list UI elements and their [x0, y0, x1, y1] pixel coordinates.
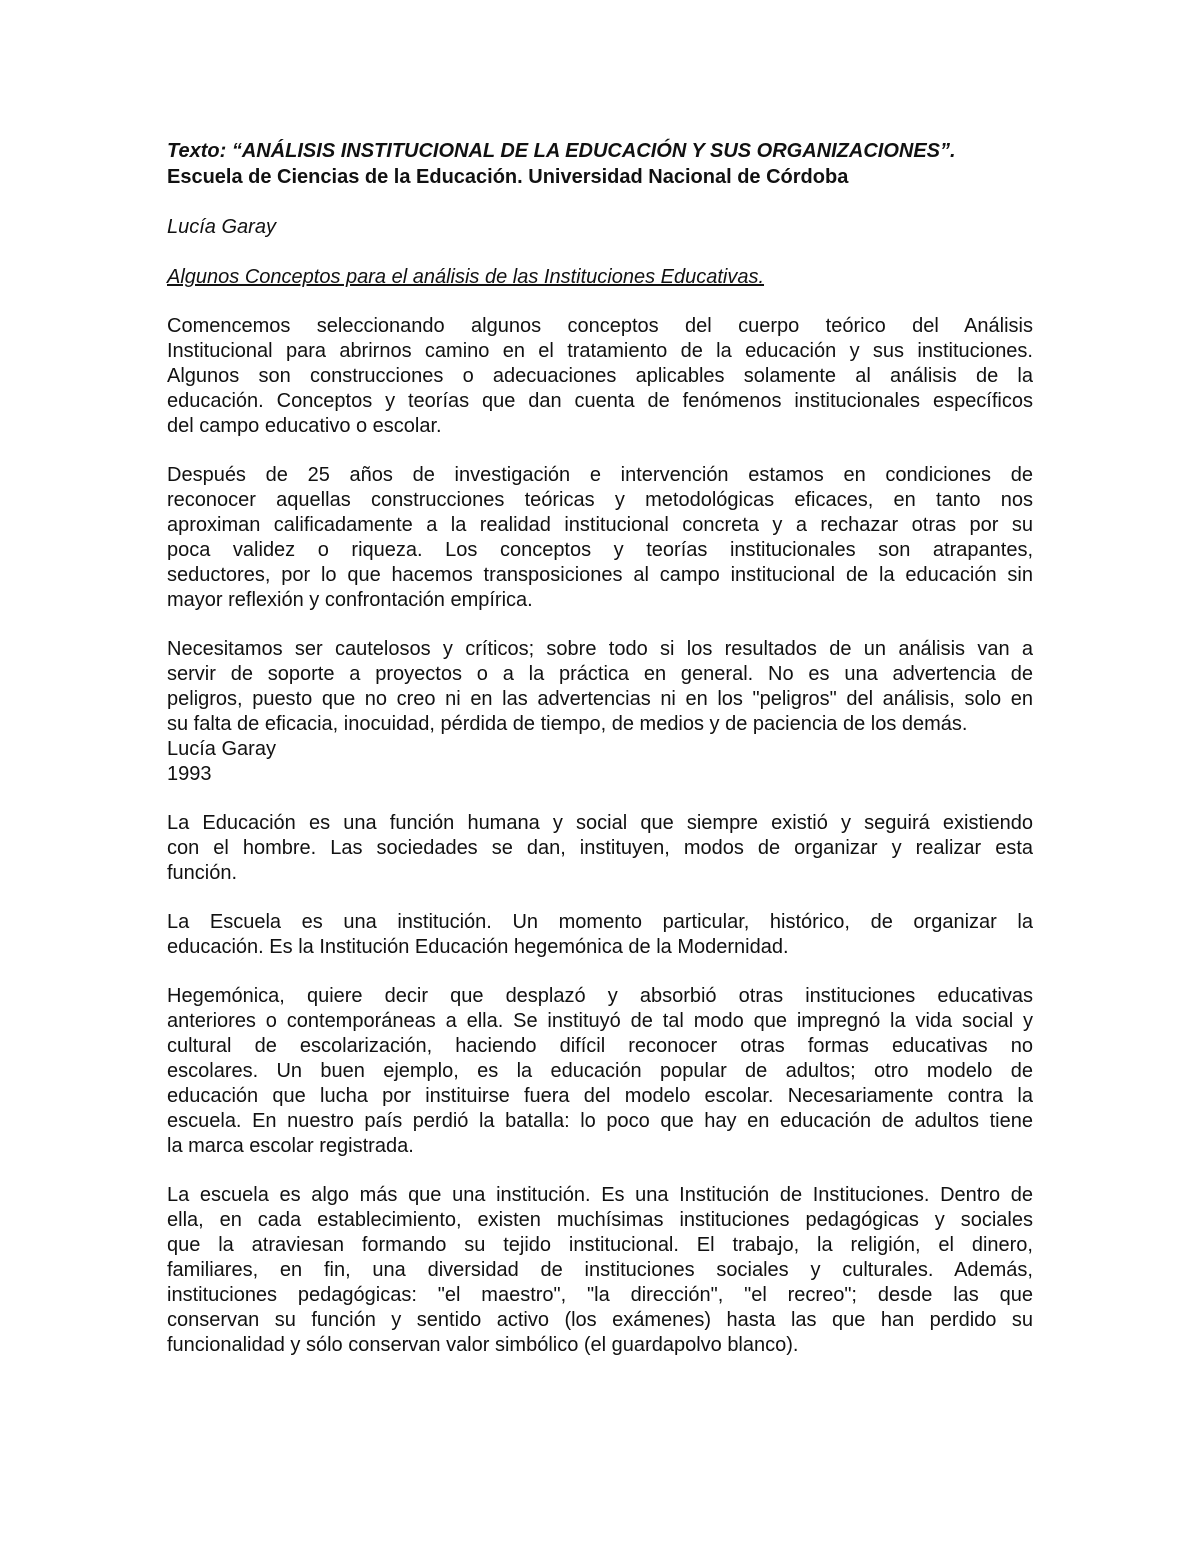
- paragraph-5: [167, 910, 1033, 960]
- paragraph-line: La Escuela es una institución. Un momento particular, histórico, de organizar la: [167, 911, 1033, 933]
- author-name: Lucía Garay: [167, 216, 276, 238]
- paragraph-line: escolares. Un buen ejemplo, es la educación popular de adultos; otro modelo de: [167, 1060, 1033, 1082]
- paragraph-line: mayor reflexión y confrontación empírica.: [167, 589, 533, 611]
- paragraph-line: La escuela es algo más que una institución. Es una Institución de Instituciones. Dentro de: [167, 1184, 1033, 1206]
- paragraph-line: que la atraviesan formando su tejido institucional. El trabajo, la religión, el dinero,: [167, 1234, 1033, 1256]
- paragraph-line: educación. Es la Institución Educación hegemónica de la Modernidad.: [167, 936, 789, 958]
- paragraph-line: escuela. En nuestro país perdió la batalla: lo poco que hay en educación de adultos tiene: [167, 1110, 1033, 1132]
- paragraph-1: [167, 314, 1033, 439]
- paragraph-2: [167, 463, 1033, 613]
- paragraph-line: educación que lucha por instituirse fuera del modelo escolar. Necesariamente contra la: [167, 1085, 1033, 1107]
- paragraph-line: familiares, en fin, una diversidad de instituciones sociales y culturales. Además,: [167, 1259, 1033, 1281]
- document-title: Texto: “ANÁLISIS INSTITUCIONAL DE LA EDUCACIÓN Y SUS ORGANIZACIONES”.: [167, 140, 956, 162]
- paragraph-3: [167, 637, 1033, 787]
- paragraph-line: educación. Conceptos y teorías que dan cuenta de fenómenos institucionales específicos: [167, 390, 1033, 412]
- paragraph-line: anteriores o contemporáneas a ella. Se instituyó de tal modo que impregnó la vida social y: [167, 1010, 1033, 1032]
- section-title: Algunos Conceptos para el análisis de las Instituciones Educativas.: [167, 266, 765, 288]
- paragraph-line: ella, en cada establecimiento, existen muchísimas instituciones pedagógicas y sociales: [167, 1209, 1033, 1231]
- paragraph-line: servir de soporte a proyectos o a la práctica en general. No es una advertencia de: [167, 663, 1033, 685]
- paragraph-line: Necesitamos ser cautelosos y críticos; sobre todo si los resultados de un análisis van a: [167, 638, 1033, 660]
- institution-line: Escuela de Ciencias de la Educación. Universidad Nacional de Córdoba: [167, 166, 849, 188]
- paragraph-line: la marca escolar registrada.: [167, 1135, 414, 1157]
- paragraph-line: Institucional para abrirnos camino en el tratamiento de la educación y sus instituciones.: [167, 340, 1033, 362]
- signature-year: 1993: [167, 763, 212, 785]
- paragraph-line: función.: [167, 862, 238, 884]
- paragraph-line: aproximan calificadamente a la realidad institucional concreta y a rechazar otras por su: [167, 514, 1033, 536]
- paragraph-line: cultural de escolarización, haciendo difícil reconocer otras formas educativas no: [167, 1035, 1033, 1057]
- document-page: [167, 138, 1033, 1358]
- paragraph-line: del campo educativo o escolar.: [167, 415, 442, 437]
- paragraph-line: Hegemónica, quiere decir que desplazó y absorbió otras instituciones educativas: [167, 985, 1033, 1007]
- paragraph-7: [167, 1183, 1033, 1358]
- paragraph-line: funcionalidad y sólo conservan valor simbólico (el guardapolvo blanco).: [167, 1334, 799, 1356]
- paragraph-line: instituciones pedagógicas: "el maestro", "la dirección", "el recreo"; desde las que: [167, 1284, 1033, 1306]
- paragraph-line: La Educación es una función humana y social que siempre existió y seguirá existiendo: [167, 812, 1033, 834]
- paragraph-line: poca validez o riqueza. Los conceptos y teorías institucionales son atrapantes,: [167, 539, 1033, 561]
- paragraph-line: Después de 25 años de investigación e intervención estamos en condiciones de: [167, 464, 1033, 486]
- paragraph-4: [167, 811, 1033, 886]
- signature-name: Lucía Garay: [167, 738, 276, 760]
- paragraph-6: [167, 984, 1033, 1159]
- paragraph-line: conservan su función y sentido activo (los exámenes) hasta las que han perdido su: [167, 1309, 1033, 1331]
- paragraph-line: con el hombre. Las sociedades se dan, instituyen, modos de organizar y realizar esta: [167, 837, 1033, 859]
- paragraph-line: su falta de eficacia, inocuidad, pérdida de tiempo, de medios y de paciencia de los demás.: [167, 713, 968, 735]
- paragraph-line: Comencemos seleccionando algunos conceptos del cuerpo teórico del Análisis: [167, 315, 1033, 337]
- paragraph-line: peligros, puesto que no creo ni en las advertencias ni en los "peligros" del análisis, solo en: [167, 688, 1033, 710]
- paragraph-line: Algunos son construcciones o adecuaciones aplicables solamente al análisis de la: [167, 365, 1033, 387]
- paragraph-line: seductores, por lo que hacemos transposiciones al campo institucional de la educación sin: [167, 564, 1033, 586]
- paragraph-line: reconocer aquellas construcciones teóricas y metodológicas eficaces, en tanto nos: [167, 489, 1033, 511]
